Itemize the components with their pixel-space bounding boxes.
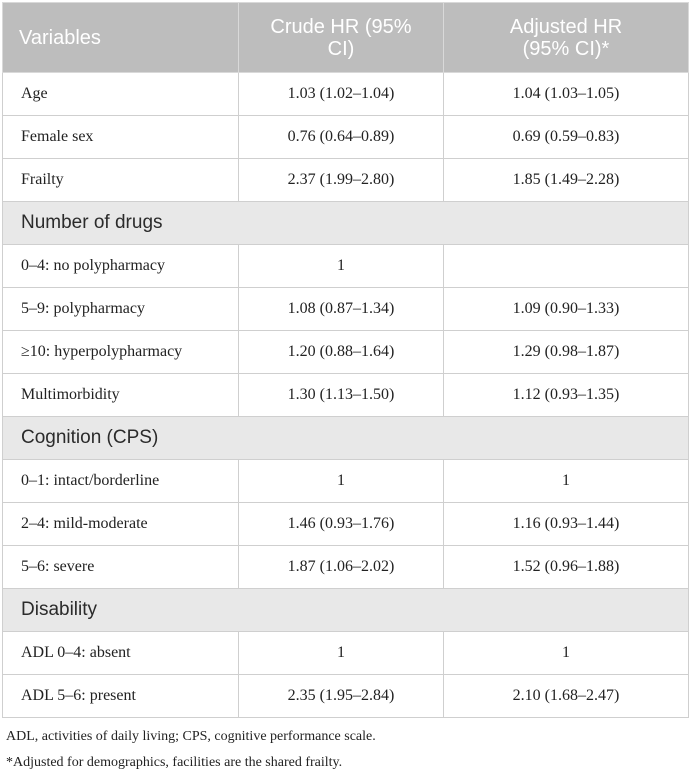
section-label: Cognition (CPS) — [3, 417, 689, 460]
header-crude-hr-line1: Crude HR (95% — [270, 15, 412, 38]
crude-hr-cell: 1.03 (1.02–1.04) — [239, 73, 444, 116]
table-row — [3, 675, 689, 718]
table-row — [3, 245, 689, 288]
crude-hr-cell: 2.35 (1.95–2.84) — [239, 675, 444, 718]
crude-hr-cell: 0.76 (0.64–0.89) — [239, 116, 444, 159]
crude-hr-cell: 1.20 (0.88–1.64) — [239, 331, 444, 374]
table-row — [3, 374, 689, 417]
crude-hr-cell: 1 — [239, 245, 444, 288]
adjusted-hr-cell: 0.69 (0.59–0.83) — [444, 116, 689, 159]
header-variables: Variables — [3, 3, 239, 73]
row-label: 5–9: polypharmacy — [3, 288, 239, 331]
adjusted-hr-cell: 1.52 (0.96–1.88) — [444, 546, 689, 589]
row-label: 0–1: intact/borderline — [3, 460, 239, 503]
row-label: ≥10: hyperpolypharmacy — [3, 331, 239, 374]
adjusted-hr-cell: 1.09 (0.90–1.33) — [444, 288, 689, 331]
footnote-abbreviations: ADL, activities of daily living; CPS, cognitive performance scale. — [6, 729, 376, 744]
table-row — [3, 288, 689, 331]
hazard-ratio-table-figure — [2, 2, 688, 776]
row-label: ADL 5–6: present — [3, 675, 239, 718]
crude-hr-cell: 1.08 (0.87–1.34) — [239, 288, 444, 331]
table-row — [3, 632, 689, 675]
table-row — [3, 546, 689, 589]
section-label: Disability — [3, 589, 689, 632]
hazard-ratio-table — [2, 2, 689, 718]
adjusted-hr-cell: 2.10 (1.68–2.47) — [444, 675, 689, 718]
header-crude-hr-line2: CI) — [327, 37, 355, 60]
adjusted-hr-cell: 1 — [444, 632, 689, 675]
crude-hr-cell: 1.30 (1.13–1.50) — [239, 374, 444, 417]
header-adjusted-hr-line1: Adjusted HR — [509, 15, 623, 38]
adjusted-hr-cell: 1.12 (0.93–1.35) — [444, 374, 689, 417]
row-label: ADL 0–4: absent — [3, 632, 239, 675]
adjusted-hr-cell: 1.04 (1.03–1.05) — [444, 73, 689, 116]
section-row — [3, 417, 689, 460]
header-adjusted-hr-line2: (95% CI)* — [522, 37, 610, 60]
table-row — [3, 503, 689, 546]
footnote-adjusted: *Adjusted for demographics, facilities are the shared frailty. — [6, 755, 343, 770]
row-label: 2–4: mild-moderate — [3, 503, 239, 546]
section-row — [3, 589, 689, 632]
section-label: Number of drugs — [3, 202, 689, 245]
crude-hr-cell: 2.37 (1.99–2.80) — [239, 159, 444, 202]
adjusted-hr-cell: 1.85 (1.49–2.28) — [444, 159, 689, 202]
table-row — [3, 116, 689, 159]
row-label: Frailty — [3, 159, 239, 202]
table-body — [3, 73, 689, 718]
adjusted-hr-cell — [444, 245, 689, 288]
row-label: 0–4: no polypharmacy — [3, 245, 239, 288]
row-label: Age — [3, 73, 239, 116]
table-row — [3, 460, 689, 503]
adjusted-hr-cell: 1 — [444, 460, 689, 503]
table-row — [3, 159, 689, 202]
crude-hr-cell: 1 — [239, 460, 444, 503]
table-header-row — [3, 3, 689, 73]
adjusted-hr-cell: 1.29 (0.98–1.87) — [444, 331, 689, 374]
header-crude-hr — [239, 3, 444, 73]
table-footnotes — [2, 724, 688, 776]
table-row — [3, 73, 689, 116]
section-row — [3, 202, 689, 245]
row-label: Multimorbidity — [3, 374, 239, 417]
crude-hr-cell: 1 — [239, 632, 444, 675]
table-row — [3, 331, 689, 374]
adjusted-hr-cell: 1.16 (0.93–1.44) — [444, 503, 689, 546]
header-adjusted-hr — [444, 3, 689, 73]
crude-hr-cell: 1.46 (0.93–1.76) — [239, 503, 444, 546]
row-label: 5–6: severe — [3, 546, 239, 589]
row-label: Female sex — [3, 116, 239, 159]
crude-hr-cell: 1.87 (1.06–2.02) — [239, 546, 444, 589]
